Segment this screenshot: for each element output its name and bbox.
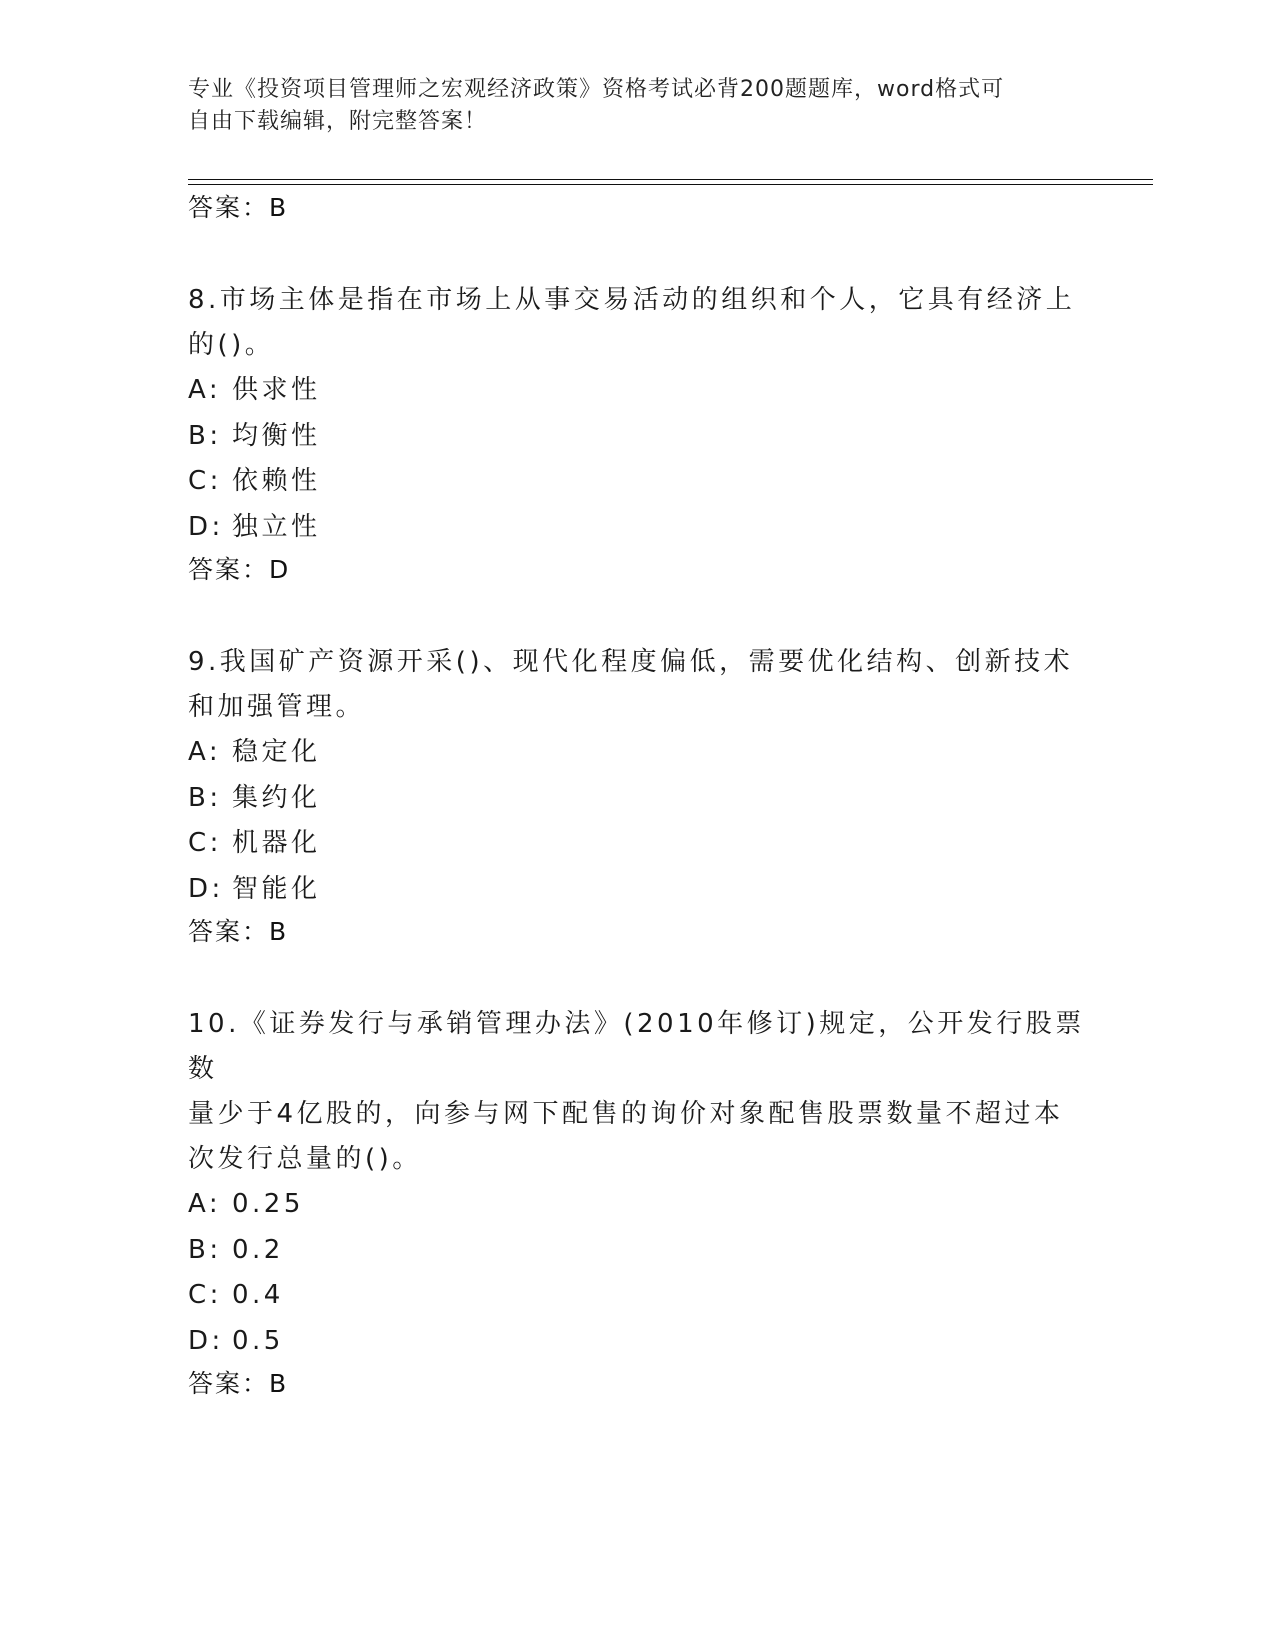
option-key: C: <box>188 466 222 496</box>
option-a <box>188 730 1088 776</box>
option-key: C: <box>188 828 222 858</box>
option-text: 机器化 <box>232 828 321 858</box>
previous-answer: 答案：B <box>188 193 289 222</box>
question-line: 的()。 <box>188 330 275 360</box>
question-line: 10.《证券发行与承销管理办法》(2010年修订)规定，公开发行股票数 <box>188 1009 1085 1084</box>
header-line-2: 自由下载编辑，附完整答案！ <box>188 109 488 134</box>
option-key: C: <box>188 1280 222 1310</box>
option-key: A: <box>188 375 222 405</box>
option-c <box>188 821 1088 867</box>
option-a <box>188 368 1088 414</box>
option-key: B: <box>188 1234 222 1265</box>
option-text: 0.5 <box>232 1325 284 1356</box>
question-line: 8.市场主体是指在市场上从事交易活动的组织和个人，它具有经济上 <box>188 285 1076 315</box>
header-divider-top <box>188 179 1153 180</box>
option-key: A: <box>188 737 222 767</box>
answer-8: 答案：D <box>188 555 291 584</box>
option-text: 智能化 <box>232 873 321 904</box>
option-key: D: <box>188 511 224 542</box>
question-text-10 <box>188 1002 1088 1182</box>
question-block-9 <box>188 640 1088 947</box>
option-c <box>188 1273 1088 1319</box>
option-text: 均衡性 <box>232 420 321 451</box>
question-block-8 <box>188 278 1088 585</box>
option-d <box>188 1319 1088 1365</box>
answer-9: 答案：B <box>188 917 289 946</box>
option-b <box>188 776 1088 822</box>
option-text: 0.2 <box>232 1234 284 1265</box>
option-text: 供求性 <box>232 375 321 405</box>
option-key: D: <box>188 1325 224 1356</box>
option-text: 0.25 <box>232 1189 304 1219</box>
question-line: 次发行总量的()。 <box>188 1144 422 1174</box>
header-line-1: 专业《投资项目管理师之宏观经济政策》资格考试必背200题题库，word格式可 <box>188 77 1005 102</box>
option-text: 0.4 <box>232 1280 284 1310</box>
question-line: 9.我国矿产资源开采()、现代化程度偏低，需要优化结构、创新技术 <box>188 647 1074 677</box>
option-key: B: <box>188 782 222 813</box>
option-d <box>188 505 1088 551</box>
option-text: 独立性 <box>232 511 321 542</box>
answer-10: 答案：B <box>188 1369 289 1398</box>
option-a <box>188 1182 1088 1228</box>
question-text-9 <box>188 640 1088 730</box>
option-key: D: <box>188 873 224 904</box>
option-text: 依赖性 <box>232 466 321 496</box>
option-c <box>188 459 1088 505</box>
option-b <box>188 414 1088 460</box>
question-line: 和加强管理。 <box>188 692 366 722</box>
question-block-10 <box>188 1002 1088 1399</box>
option-text: 集约化 <box>232 782 321 813</box>
header-divider-bottom <box>188 184 1153 185</box>
document-header <box>188 74 1068 138</box>
option-d <box>188 867 1088 913</box>
question-line: 量少于4亿股的，向参与网下配售的询价对象配售股票数量不超过本 <box>188 1099 1064 1129</box>
question-text-8 <box>188 278 1088 368</box>
option-key: A: <box>188 1189 222 1219</box>
option-text: 稳定化 <box>232 737 321 767</box>
option-b <box>188 1228 1088 1274</box>
option-key: B: <box>188 420 222 451</box>
